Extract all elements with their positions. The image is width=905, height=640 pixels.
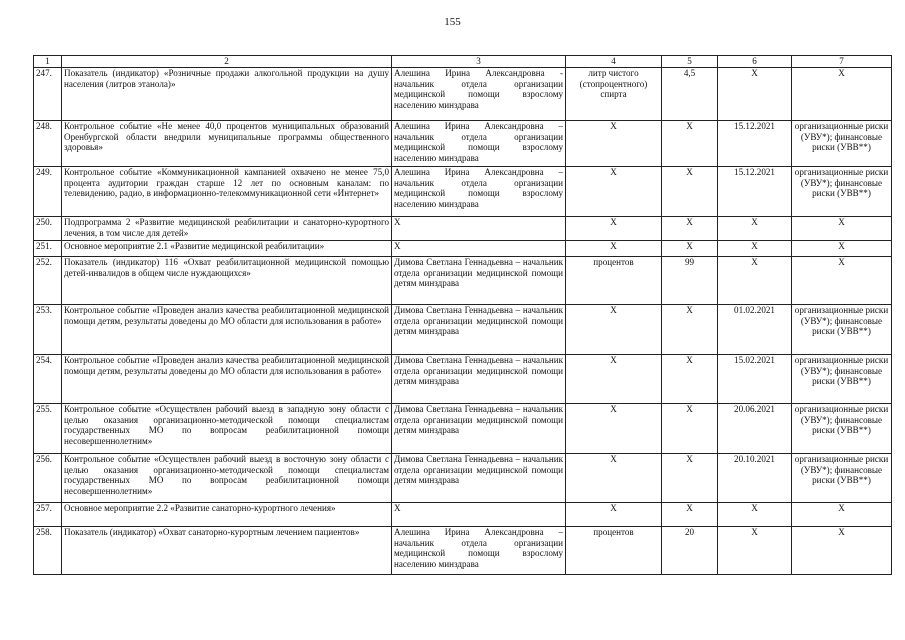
target-value: Х [662,305,718,355]
item-name: Показатель (индикатор) «Охват санаторно-курортным лечением пациентов» [62,527,392,575]
item-name: Контрольное событие «Коммуникационной кампанией охвачено не менее 75,0 процента аудитории граждан старше 12 лет по основным каналам: по телевидению, радио, в информационно-телекоммуникационной сети «Интернет» [62,167,392,217]
row-number: 252. [34,257,62,305]
target-value: 4,5 [662,68,718,121]
deadline-date: 20.06.2021 [718,404,792,454]
target-value: Х [662,167,718,217]
responsible-person: Х [392,503,566,527]
unit-of-measure: процентов [566,257,662,305]
item-name: Показатель (индикатор) «Розничные продажи алкогольной продукции на душу населения (литров этанола)» [62,68,392,121]
responsible-person: Димова Светлана Геннадьевна – начальник отдела организации медицинской помощи детям минздрава [392,257,566,305]
target-value: Х [662,355,718,404]
table-row [34,503,892,527]
unit-of-measure: Х [566,167,662,217]
column-number: 2 [62,56,392,68]
item-name: Основное мероприятие 2.1 «Развитие медицинской реабилитации» [62,241,392,257]
table-body [34,56,892,575]
row-number: 251. [34,241,62,257]
target-value: 20 [662,527,718,575]
unit-of-measure: Х [566,454,662,503]
responsible-person: Алешина Ирина Александровна – начальник отдела организации медицинской помощи взрослому населению минздрава [392,167,566,217]
column-number: 7 [792,56,892,68]
unit-of-measure: литр чистого (стопроцентного) спирта [566,68,662,121]
unit-of-measure: Х [566,121,662,167]
item-name: Подпрограмма 2 «Развитие медицинской реабилитации и санаторно-курортного лечения, в том числе для детей» [62,217,392,241]
risk-type: Х [792,503,892,527]
row-number: 249. [34,167,62,217]
deadline-date: 01.02.2021 [718,305,792,355]
target-value: Х [662,454,718,503]
responsible-person: Димова Светлана Геннадьевна – начальник отдела организации медицинской помощи детям минздрава [392,454,566,503]
column-number: 5 [662,56,718,68]
target-value: Х [662,121,718,167]
responsible-person: Алешина Ирина Александровна – начальник отдела организации медицинской помощи взрослому населению минздрава [392,527,566,575]
item-name: Контрольное событие «Не менее 40,0 процентов муниципальных образований Оренбургской области внедрили муниципальные программы общественного здоровья» [62,121,392,167]
responsible-person: Алешина Ирина Александровна – начальник отдела организации медицинской помощи взрослому населению минздрава [392,121,566,167]
unit-of-measure: Х [566,503,662,527]
risk-type: Х [792,68,892,121]
deadline-date: 15.02.2021 [718,355,792,404]
deadline-date: Х [718,527,792,575]
table-row [34,454,892,503]
table-row [34,257,892,305]
item-name: Контрольное событие «Проведен анализ качества реабилитационной медицинской помощи детям, результаты доведены до МО области для использования в работе» [62,355,392,404]
column-number: 3 [392,56,566,68]
deadline-date: Х [718,257,792,305]
target-value: Х [662,404,718,454]
risk-type: организационные риски (УВУ*); финансовые риски (УВВ**) [792,305,892,355]
row-number: 257. [34,503,62,527]
deadline-date: 20.10.2021 [718,454,792,503]
item-name: Контрольное событие «Осуществлен рабочий выезд в восточную зону области с целью оказания организационно-методической помощи специалистам государственных МО по вопросам реабилитационной помощи несовершеннолетним» [62,454,392,503]
table-row [34,241,892,257]
target-value: Х [662,503,718,527]
deadline-date: Х [718,503,792,527]
deadline-date: Х [718,217,792,241]
measures-table [33,55,892,575]
column-number-row [34,56,892,68]
row-number: 250. [34,217,62,241]
row-number: 256. [34,454,62,503]
page-number: 155 [444,16,461,28]
item-name: Контрольное событие «Проведен анализ качества реабилитационной медицинской помощи детям, результаты доведены до МО области для использования в работе» [62,305,392,355]
risk-type: организационные риски (УВУ*); финансовые риски (УВВ**) [792,167,892,217]
unit-of-measure: Х [566,404,662,454]
target-value: Х [662,241,718,257]
target-value: 99 [662,257,718,305]
deadline-date: 15.12.2021 [718,121,792,167]
table-row [34,305,892,355]
row-number: 247. [34,68,62,121]
responsible-person: Димова Светлана Геннадьевна – начальник отдела организации медицинской помощи детям минздрава [392,305,566,355]
responsible-person: Димова Светлана Геннадьевна – начальник отдела организации медицинской помощи детям минздрава [392,355,566,404]
responsible-person: Х [392,217,566,241]
table-row [34,121,892,167]
row-number: 258. [34,527,62,575]
unit-of-measure: Х [566,241,662,257]
column-number: 6 [718,56,792,68]
risk-type: Х [792,217,892,241]
item-name: Контрольное событие «Осуществлен рабочий выезд в западную зону области с целью оказания организационно-методической помощи специалистам государственных МО по вопросам реабилитационной помощи несовершеннолетним» [62,404,392,454]
table-row [34,355,892,404]
responsible-person: Димова Светлана Геннадьевна – начальник отдела организации медицинской помощи детям минздрава [392,404,566,454]
row-number: 254. [34,355,62,404]
item-name: Показатель (индикатор) 116 «Охват реабилитационной медицинской помощью детей-инвалидов в общем числе нуждающихся» [62,257,392,305]
unit-of-measure: Х [566,217,662,241]
risk-type: организационные риски (УВУ*); финансовые риски (УВВ**) [792,404,892,454]
deadline-date: Х [718,241,792,257]
item-name: Основное мероприятие 2.2 «Развитие санаторно-курортного лечения» [62,503,392,527]
risk-type: организационные риски (УВУ*); финансовые риски (УВВ**) [792,355,892,404]
table-row [34,217,892,241]
column-number: 1 [34,56,62,68]
deadline-date: 15.12.2021 [718,167,792,217]
risk-type: Х [792,241,892,257]
risk-type: Х [792,257,892,305]
responsible-person: Х [392,241,566,257]
risk-type: организационные риски (УВУ*); финансовые риски (УВВ**) [792,121,892,167]
row-number: 253. [34,305,62,355]
table-row [34,404,892,454]
table-row [34,167,892,217]
deadline-date: Х [718,68,792,121]
table-row [34,68,892,121]
column-number: 4 [566,56,662,68]
responsible-person: Алешина Ирина Александровна - начальник отдела организации медицинской помощи взрослому населению минздрава [392,68,566,121]
unit-of-measure: Х [566,355,662,404]
row-number: 255. [34,404,62,454]
target-value: Х [662,217,718,241]
risk-type: Х [792,527,892,575]
row-number: 248. [34,121,62,167]
risk-type: организационные риски (УВУ*); финансовые риски (УВВ**) [792,454,892,503]
unit-of-measure: Х [566,305,662,355]
table-row [34,527,892,575]
unit-of-measure: процентов [566,527,662,575]
